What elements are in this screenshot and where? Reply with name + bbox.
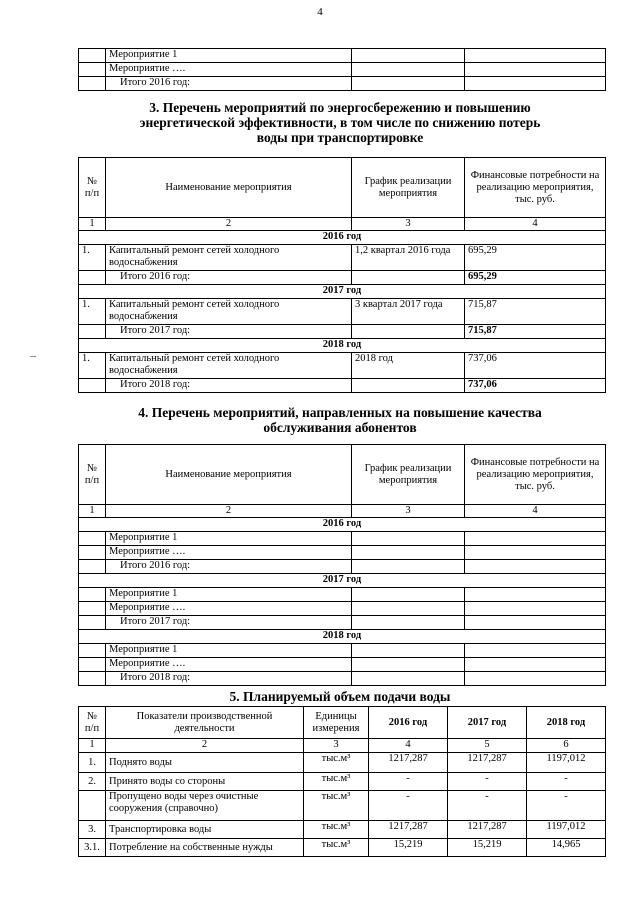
row-schedule: 3 квартал 2017 года: [352, 299, 465, 325]
row-value: 1197,012: [527, 753, 606, 773]
col-number: 3: [352, 505, 465, 518]
year-row: 2017 год: [79, 285, 606, 299]
col-number: 2: [106, 218, 352, 231]
row-num: 1.: [79, 299, 106, 325]
section-title-line: 4. Перечень мероприятий, направленных на повышение качества: [138, 405, 542, 420]
header-schedule: График реализации мероприятия: [352, 158, 465, 218]
row-name: Капитальный ремонт сетей холодного водоснабжения: [106, 299, 352, 325]
total-label: Итого 2016 год:: [106, 271, 352, 285]
col-number: 6: [527, 739, 606, 753]
col-number: 3: [304, 739, 369, 753]
col-number: 1: [79, 505, 106, 518]
total-label: Итого 2018 год:: [106, 672, 352, 686]
header-finance: Финансовые потребности на реализацию мероприятия, тыс. руб.: [465, 158, 606, 218]
row-schedule: 2018 год: [352, 353, 465, 379]
section-title-line: воды при транспортировке: [256, 130, 424, 145]
row-amount: 715,87: [465, 299, 606, 325]
row-value: -: [448, 791, 527, 821]
row-value: -: [527, 791, 606, 821]
row-num: 3.1.: [79, 839, 106, 857]
year-row: 2017 год: [79, 574, 606, 588]
header-name: Наименование мероприятия: [106, 158, 352, 218]
total-value: 695,29: [465, 271, 606, 285]
header-year: 2016 год: [369, 707, 448, 739]
row-value: 1197,012: [527, 821, 606, 839]
row-name: Капитальный ремонт сетей холодного водоснабжения: [106, 245, 352, 271]
header-finance: Финансовые потребности на реализацию мероприятия, тыс. руб.: [465, 445, 606, 505]
col-number: 5: [448, 739, 527, 753]
table-cell: Мероприятие 1: [106, 49, 352, 63]
list-item: Мероприятие ….: [106, 658, 352, 672]
header-num: № п/п: [79, 445, 106, 505]
row-schedule: 1,2 квартал 2016 года: [352, 245, 465, 271]
row-name: Капитальный ремонт сетей холодного водоснабжения: [106, 353, 352, 379]
section5-table: [78, 706, 606, 857]
col-number: 4: [465, 505, 606, 518]
row-num: 3.: [79, 821, 106, 839]
row-name: Поднято воды: [106, 753, 304, 773]
row-name: Пропущено воды через очистные сооружения (справочно): [106, 791, 304, 821]
row-amount: 737,06: [465, 353, 606, 379]
section-title-line: 3. Перечень мероприятий по энергосбережению и повышению: [149, 100, 531, 115]
header-schedule: График реализации мероприятия: [352, 445, 465, 505]
top-table: [78, 48, 606, 91]
col-number: 2: [106, 739, 304, 753]
row-value: 15,219: [369, 839, 448, 857]
header-num: № п/п: [79, 158, 106, 218]
year-row: 2018 год: [79, 630, 606, 644]
row-value: 1217,287: [448, 821, 527, 839]
row-unit: тыс.м³: [304, 821, 369, 839]
section4-table: [78, 444, 606, 686]
row-num: [79, 791, 106, 821]
col-number: 4: [369, 739, 448, 753]
header-indicator: Показатели производственной деятельности: [106, 707, 304, 739]
row-value: 14,965: [527, 839, 606, 857]
table-cell: Итого 2016 год:: [106, 77, 352, 91]
section-title-line: энергетической эффективности, в том числе по снижению потерь: [139, 115, 541, 130]
col-number: 4: [465, 218, 606, 231]
list-item: Мероприятие 1: [106, 532, 352, 546]
row-unit: тыс.м³: [304, 753, 369, 773]
row-num: 1.: [79, 753, 106, 773]
row-unit: тыс.м³: [304, 773, 369, 791]
header-year: 2018 год: [527, 707, 606, 739]
row-value: -: [369, 773, 448, 791]
col-number: 3: [352, 218, 465, 231]
row-unit: тыс.м³: [304, 791, 369, 821]
row-value: 1217,287: [448, 753, 527, 773]
row-name: Транспортировка воды: [106, 821, 304, 839]
row-amount: 695,29: [465, 245, 606, 271]
row-unit: тыс.м³: [304, 839, 369, 857]
total-label: Итого 2017 год:: [106, 616, 352, 630]
header-name: Наименование мероприятия: [106, 445, 352, 505]
margin-mark: [30, 356, 36, 357]
year-row: 2018 год: [79, 339, 606, 353]
row-name: Принято воды со стороны: [106, 773, 304, 791]
section5-title: 5. Планируемый объем подачи воды: [229, 689, 451, 704]
list-item: Мероприятие ….: [106, 602, 352, 616]
row-num: 2.: [79, 773, 106, 791]
year-row: 2016 год: [79, 231, 606, 245]
row-value: -: [448, 773, 527, 791]
row-value: 1217,287: [369, 821, 448, 839]
section3-table: [78, 157, 606, 393]
page-number: 4: [317, 6, 323, 18]
row-num: 1.: [79, 353, 106, 379]
row-value: -: [369, 791, 448, 821]
year-row: 2016 год: [79, 518, 606, 532]
section-title-line: обслуживания абонентов: [263, 420, 417, 435]
total-value: 737,06: [465, 379, 606, 393]
header-year: 2017 год: [448, 707, 527, 739]
total-label: Итого 2018 год:: [106, 379, 352, 393]
header-num: № п/п: [79, 707, 106, 739]
total-label: Итого 2016 год:: [106, 560, 352, 574]
list-item: Мероприятие 1: [106, 588, 352, 602]
total-label: Итого 2017 год:: [106, 325, 352, 339]
row-num: 1.: [79, 245, 106, 271]
list-item: Мероприятие 1: [106, 644, 352, 658]
col-number: 1: [79, 739, 106, 753]
header-unit: Единицы измерения: [304, 707, 369, 739]
table-cell: Мероприятие ….: [106, 63, 352, 77]
row-value: -: [527, 773, 606, 791]
total-value: 715,87: [465, 325, 606, 339]
list-item: Мероприятие ….: [106, 546, 352, 560]
section4-title: [60, 405, 620, 435]
row-value: 1217,287: [369, 753, 448, 773]
row-name: Потребление на собственные нужды: [106, 839, 304, 857]
col-number: 1: [79, 218, 106, 231]
row-value: 15,219: [448, 839, 527, 857]
section3-title: [60, 100, 620, 145]
col-number: 2: [106, 505, 352, 518]
